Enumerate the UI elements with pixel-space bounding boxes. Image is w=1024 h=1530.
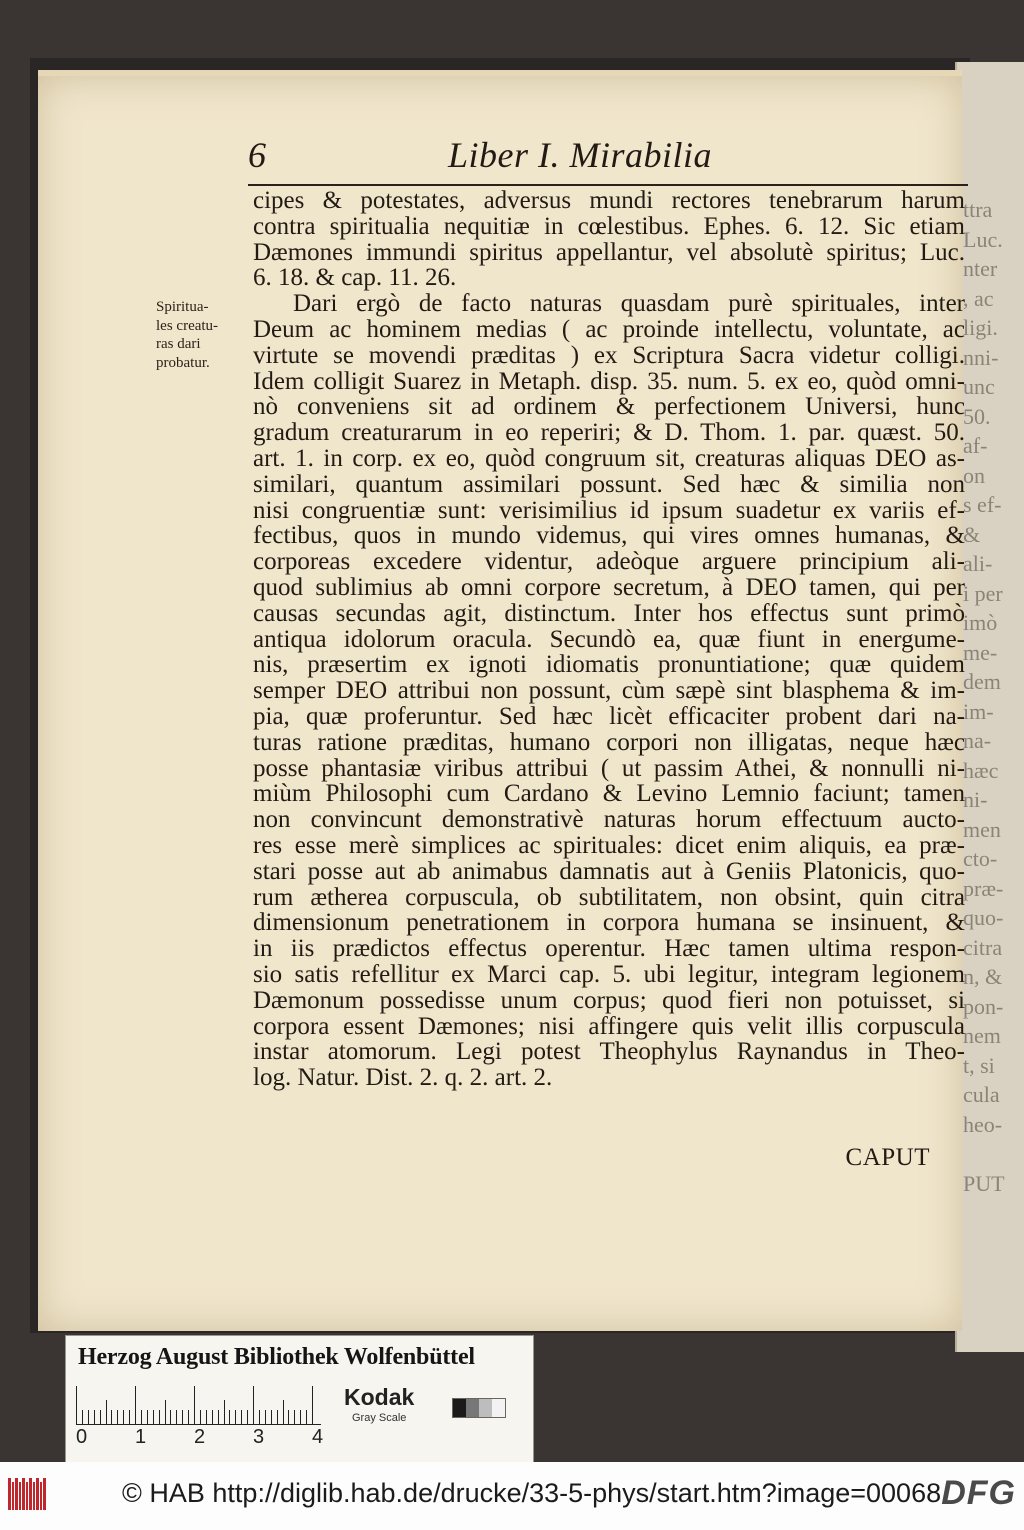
ruler-tick (76, 1386, 77, 1424)
ruler-tick (94, 1410, 95, 1424)
text-line: corpora essent Dæmones; nisi affingere quis velit illis corpuscula (253, 1012, 965, 1040)
logo-bar (43, 1478, 46, 1510)
text-line: miùm Philosophi cum Cardano & Levino Lemnio faciunt; tamen (253, 780, 965, 808)
ruler-tick (312, 1386, 313, 1424)
ruler-number: 4 (312, 1426, 324, 1448)
ruler-tick (235, 1410, 236, 1424)
ruler-tick (265, 1410, 266, 1424)
facing-page-fragment: ttra (963, 197, 993, 222)
text-line: Dæmones immundi spiritus appellantur, vel absolutè spiritus; Luc. (253, 238, 965, 266)
text-line: sio satis refellitur ex Marci cap. 5. ubi legitur, integram legionem (253, 960, 965, 988)
ruler-tick (135, 1386, 136, 1424)
body-text (253, 188, 965, 1091)
scan-reference-card (65, 1335, 534, 1463)
ruler-tick (294, 1410, 295, 1424)
catchword: CAPUT (845, 1144, 930, 1171)
text-line: pia, quæ proferuntur. Sed hæc licèt efficaciter probent dari na- (253, 702, 965, 730)
ruler-tick (88, 1410, 89, 1424)
text-line: Deum ac hominem medias ( ac proinde intellectu, voluntate, ac (253, 315, 965, 343)
facing-page-fragment: na- (963, 728, 992, 753)
running-head: Liber I. Mirabilia (448, 135, 713, 175)
ruler-tick (271, 1410, 272, 1424)
facing-page-fragment: t, si (963, 1052, 995, 1078)
facing-page-fragment: pon- (963, 993, 1004, 1019)
text-line: stari posse aut ab animabus damnatis aut à Geniis Platonicis, quo- (253, 857, 965, 885)
facing-page-fragment: me- (963, 639, 998, 665)
margin-note-line: ras dari (156, 336, 201, 352)
facing-page-fragment: im- (963, 698, 994, 724)
ruler (76, 1384, 321, 1425)
facing-page-fragment: imò (963, 610, 998, 635)
text-line: instar atomorum. Legi potest Theophylus Raynandus in Theo- (253, 1038, 965, 1066)
ruler-number: 2 (194, 1426, 206, 1448)
text-line: semper DEO attribui non possunt, cùm sæpè sint blasphema & im- (253, 677, 965, 705)
ruler-tick (277, 1410, 278, 1424)
facing-page-fragment: dem (963, 669, 1001, 694)
text-line: posse phantasiæ viribus attribui ( ut passim Athei, & nonnulli ni- (253, 754, 965, 782)
page-header (248, 132, 968, 186)
gray-swatch (453, 1399, 466, 1417)
ruler-tick (247, 1410, 248, 1424)
text-line: nis, præsertim ex ignoti idiomatis pronuntiatione; quæ quidem (253, 651, 965, 679)
text-line: Dari ergò de facto naturas quasdam purè spirituales, inter (293, 290, 965, 318)
facing-page-fragment: s ef- (963, 492, 1002, 517)
facing-page-fragment: præ- (963, 875, 1004, 901)
text-line: quod sublimius ab omni corpore secretum, à DEO tamen, qui per (253, 573, 965, 601)
logo-bar (12, 1482, 14, 1510)
text-line: contra spiritualia nequitiæ in cœlestibus. Ephes. 6. 12. Sic etiam (253, 212, 965, 240)
text-line: res esse merè simplices ac spirituales: dicet enim aliquis, ea præ- (253, 831, 965, 859)
text-line: art. 1. in corp. ex eo, quòd congruum sit, creaturas aliquas DEO as- (253, 444, 965, 472)
text-line: similari, quantum assimilari possunt. Sed hæc & similia non (253, 470, 965, 498)
text-line: Idem colligit Suarez in Metaph. disp. 35. num. 5. ex eo, quòd omni- (253, 367, 965, 395)
ruler-tick (253, 1386, 254, 1424)
ruler-tick (170, 1410, 171, 1424)
library-name: Herzog August Bibliothek Wolfenbüttel (78, 1344, 475, 1370)
facing-page-fragment: af- (963, 433, 988, 458)
ruler-tick (306, 1410, 307, 1424)
ruler-tick (82, 1410, 83, 1424)
text-line: fectibus, quos in mundo videmus, qui vires omnes humanas, & (253, 522, 965, 550)
logo-bar (8, 1478, 11, 1510)
logo-bar (40, 1482, 42, 1510)
ruler-tick (159, 1410, 160, 1424)
gray-swatch (479, 1399, 492, 1417)
facing-page-fragment: & (963, 521, 981, 547)
ruler-number: 3 (253, 1426, 265, 1448)
facing-page-fragment: men (963, 816, 1001, 842)
facing-page-fragment: PUT (963, 1170, 1005, 1196)
ruler-tick (100, 1410, 101, 1424)
logo-bar (22, 1478, 25, 1510)
facing-page-fragment: ni- (963, 787, 988, 812)
kodak-logo: Kodak (344, 1384, 415, 1410)
ruler-tick (259, 1410, 260, 1424)
dfg-logo: DFG (941, 1474, 1016, 1512)
facing-page-fragment: 50. (963, 403, 991, 429)
text-line: corporeas excedere videntur, adeòque arguere principium ali- (253, 548, 965, 576)
page-number: 6 (248, 135, 266, 175)
gray-swatch (492, 1399, 505, 1417)
text-line: Dæmonum possedisse unum corpus; quod fieri non potuisset, si (253, 986, 965, 1014)
logo-bar (15, 1478, 18, 1510)
text-line: rum ætherea corpuscula, ob subtilitatem, non obsint, quin citra (253, 883, 965, 911)
margin-note (156, 298, 246, 372)
text-line: log. Natur. Dist. 2. q. 2. art. 2. (253, 1064, 553, 1092)
ruler-tick (194, 1386, 195, 1424)
facing-page-fragment: nem (963, 1023, 1001, 1048)
ruler-tick (188, 1410, 189, 1424)
gray-scale-swatches (452, 1398, 506, 1418)
text-line: nisi congruentiæ sunt: verisimilius id ipsum suadetur ex variis ef- (253, 496, 965, 524)
facing-page-fragment: i per (963, 580, 1003, 606)
ruler-tick (106, 1400, 107, 1424)
facing-page-fragment: quo- (963, 905, 1004, 930)
ruler-number: 0 (76, 1426, 88, 1448)
ruler-tick (129, 1410, 130, 1424)
ruler-tick (241, 1410, 242, 1424)
footer-bar (0, 1462, 1024, 1530)
ruler-tick (182, 1410, 183, 1424)
facing-page-fragment: cula (963, 1082, 1000, 1107)
hab-barcode-logo-icon (6, 1474, 50, 1514)
ruler-tick (224, 1400, 225, 1424)
logo-bar (33, 1482, 35, 1510)
ruler-tick (111, 1410, 112, 1424)
ruler-tick (123, 1410, 124, 1424)
facing-page-fragment: cto- (963, 846, 998, 871)
logo-bar (26, 1482, 28, 1510)
ruler-tick (153, 1410, 154, 1424)
gray-swatch (466, 1399, 479, 1417)
ruler-tick (229, 1410, 230, 1424)
logo-bar (36, 1478, 39, 1510)
facing-page-fragment: heo- (963, 1111, 1003, 1137)
facing-page-fragment: , ac (963, 285, 994, 311)
text-line: virtute se movendi præditas ) ex Scriptura Sacra videtur colligi. (253, 341, 965, 369)
ruler-tick (200, 1410, 201, 1424)
text-line: nò conveniens sit ad ordinem & perfectionem Universi, hunc (253, 393, 965, 421)
text-line: non convincunt demonstrativè naturas horum effectuum aucto- (253, 806, 965, 834)
ruler-tick (218, 1410, 219, 1424)
facing-page-fragment: hæc (963, 757, 999, 783)
facing-page-fragment: ligi. (963, 315, 998, 340)
ruler-tick (141, 1410, 142, 1424)
ruler-tick (176, 1410, 177, 1424)
logo-bar (29, 1478, 32, 1510)
margin-note-line: Spiritua- (156, 299, 209, 315)
ruler-tick (300, 1410, 301, 1424)
text-line: 6. 18. & cap. 11. 26. (253, 264, 457, 292)
facing-page-fragment: n, & (963, 964, 1003, 989)
facing-page-fragment: ali- (963, 551, 993, 576)
ruler-tick (212, 1410, 213, 1424)
facing-page-fragment: nni- (963, 344, 999, 370)
ruler-tick (206, 1410, 207, 1424)
margin-note-line: probatur. (156, 354, 210, 371)
book-page (38, 70, 965, 1331)
facing-page-fragment: citra (963, 934, 1003, 960)
text-line: causas secundas agit, distinctum. Inter hos effectus sunt primò (253, 599, 965, 627)
ruler-tick (117, 1410, 118, 1424)
facing-page-fragment: nter (963, 256, 998, 281)
facing-page-edge (955, 62, 1024, 1352)
facing-page-fragment: Luc. (963, 226, 1003, 252)
ruler-tick (283, 1400, 284, 1424)
margin-note-line: les creatu- (156, 317, 219, 334)
copyright-link[interactable]: © HAB http://diglib.hab.de/drucke/33-5-phys/start.htm?image=00068 (122, 1478, 942, 1508)
text-line: gradum creaturarum in eo reperiri; & D. Thom. 1. par. quæst. 50. (253, 419, 965, 447)
logo-bar (19, 1482, 21, 1510)
text-line: in iis prædictos effectus operentur. Hæc tamen ultima respon- (253, 935, 965, 963)
gray-scale-label: Gray Scale (352, 1412, 407, 1424)
text-line: antiqua idolorum oracula. Secundò ea, quæ fiunt in energume- (253, 625, 965, 653)
ruler-tick (165, 1400, 166, 1424)
facing-page-fragment: unc (963, 374, 995, 399)
ruler-number: 1 (135, 1426, 147, 1448)
text-line: dimensionum penetrationem in corpora humana se insinuent, & (253, 909, 965, 937)
facing-page-fragment: on (963, 462, 985, 488)
ruler-tick (147, 1410, 148, 1424)
ruler-tick (288, 1410, 289, 1424)
text-line: cipes & potestates, adversus mundi rectores tenebrarum harum (253, 187, 965, 214)
text-line: turas ratione præditas, humano corpori non illigatas, neque hæc (253, 728, 965, 756)
